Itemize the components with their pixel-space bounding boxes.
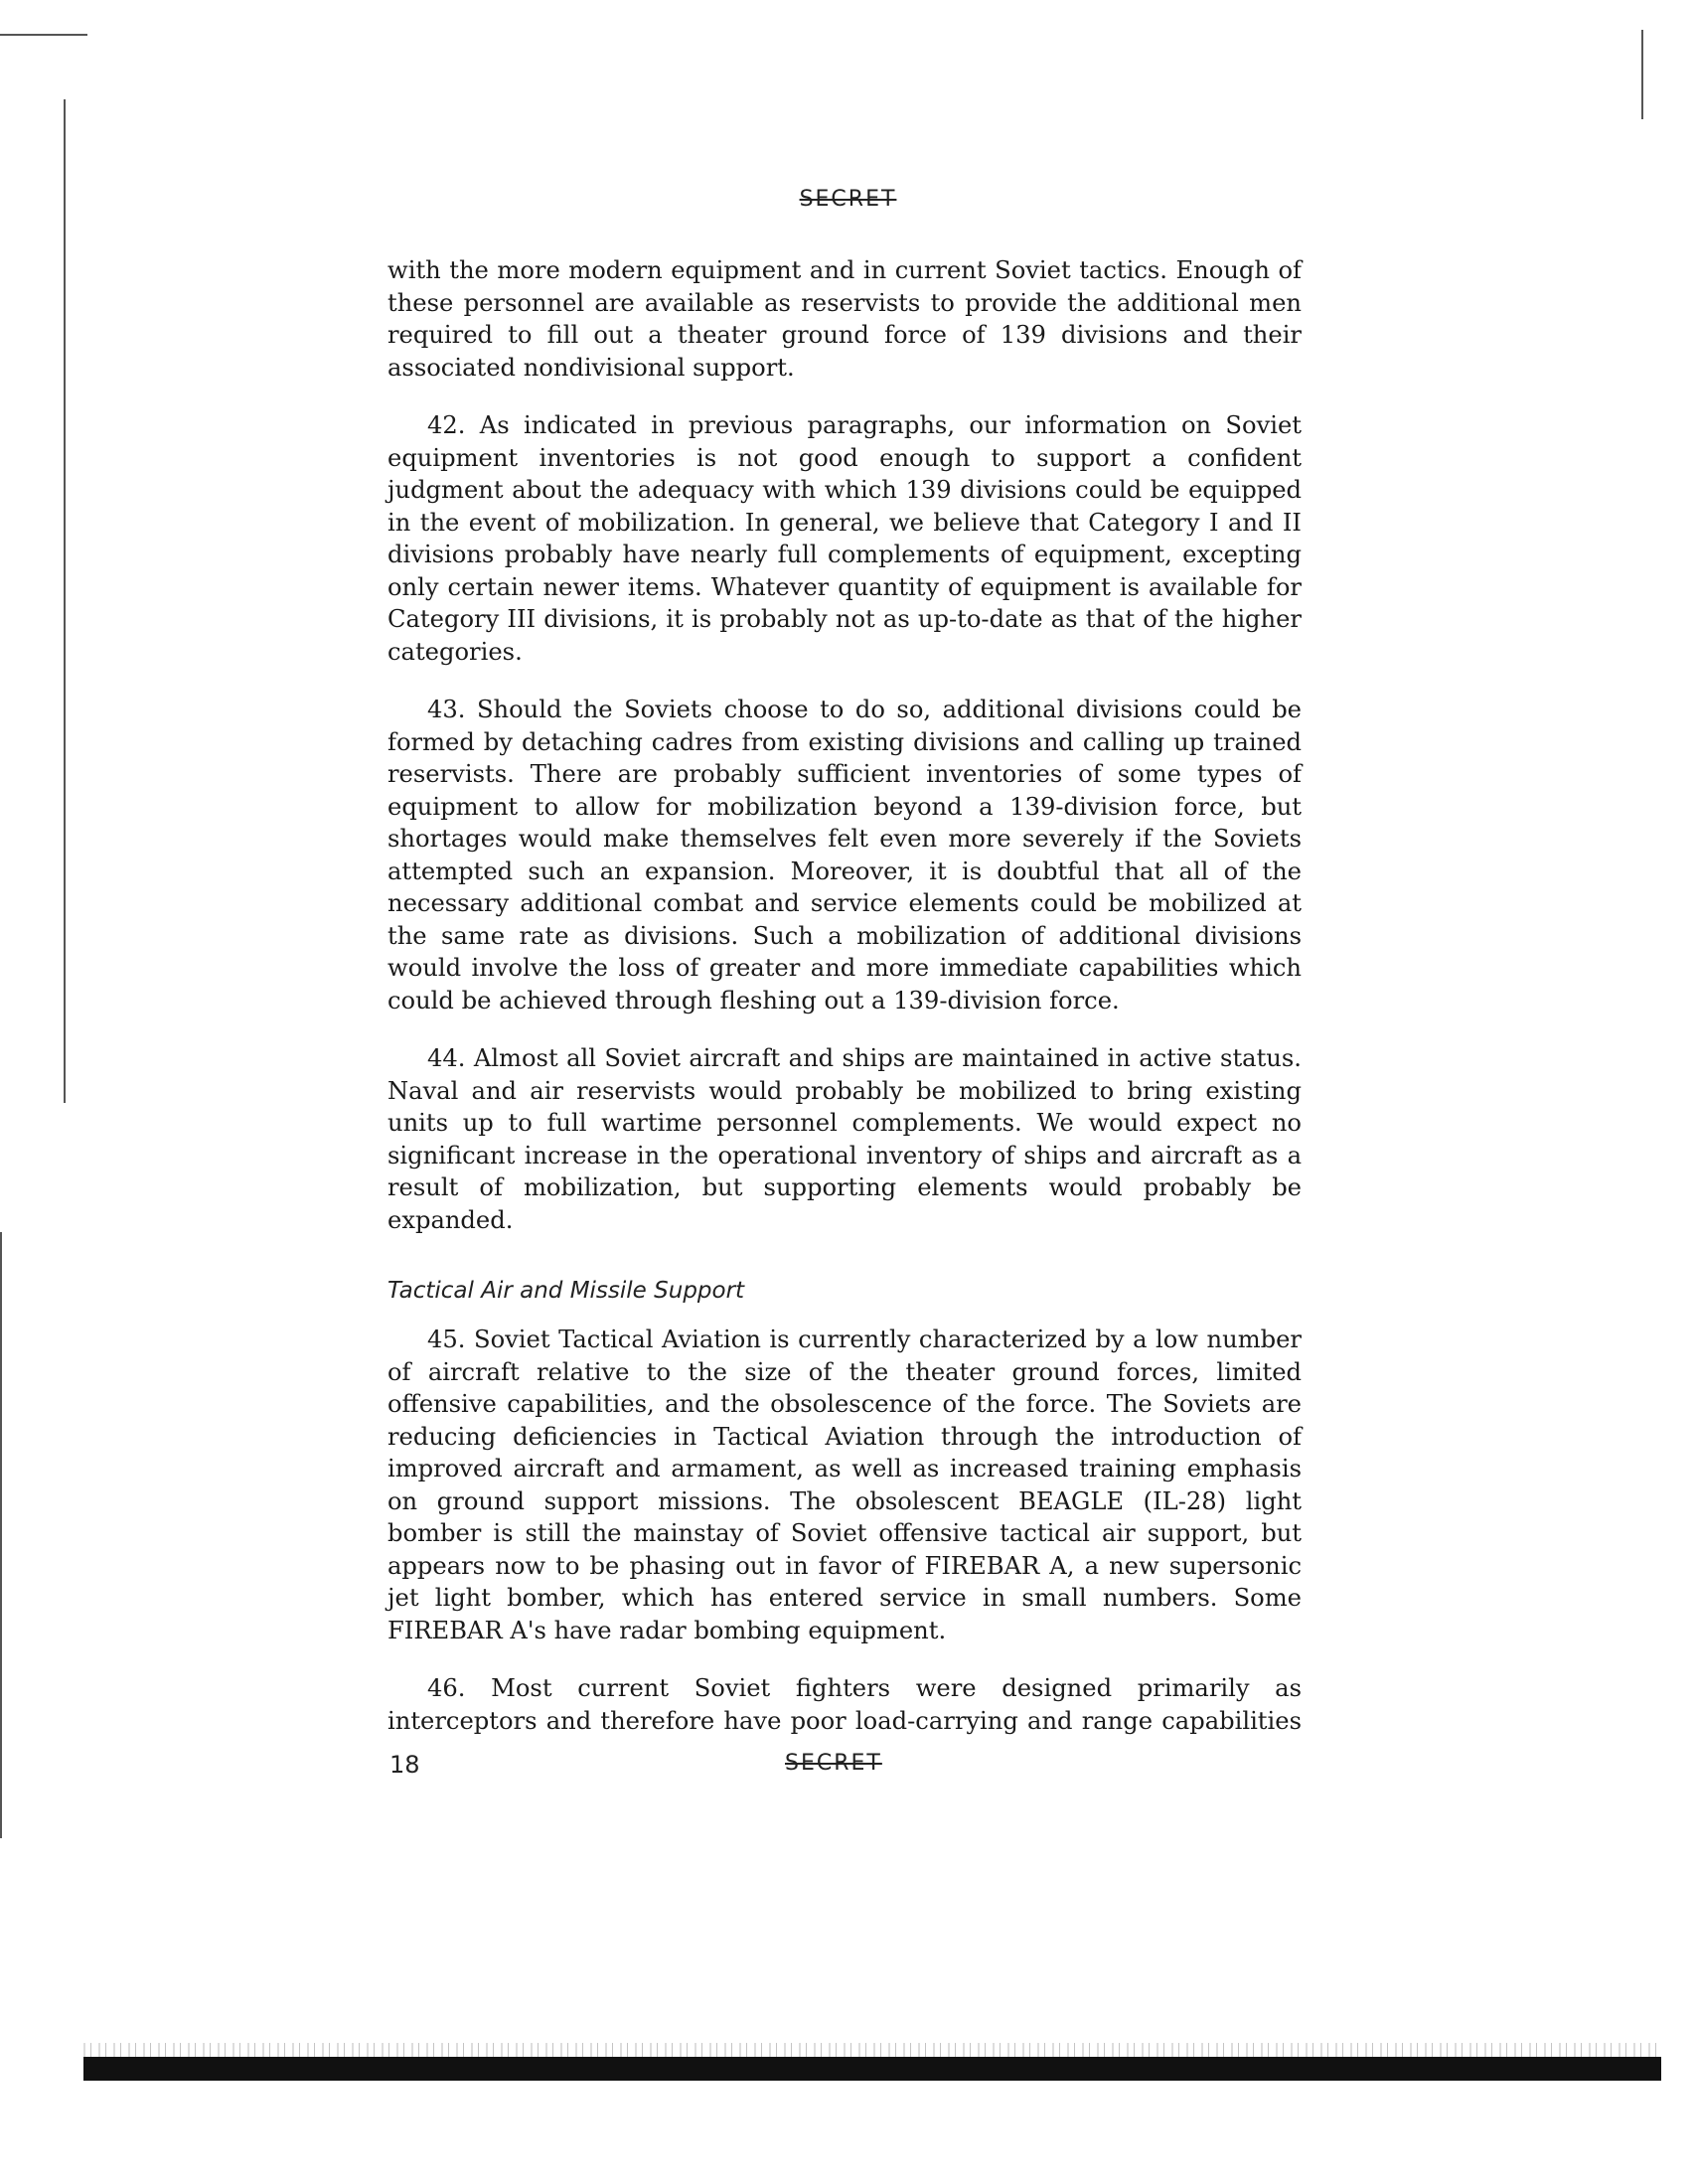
scan-edge-line-left-lower <box>0 1232 2 1838</box>
section-heading: Tactical Air and Missile Support <box>387 1278 745 1304</box>
paragraph-43: 43. Should the Soviets choose to do so, additional divisions could be formed by detaching cadres from existing divisions and calling up trained reservists. There are probably sufficient inventories of some types of equipment to allow for mobilization beyond a 139-division force, but shortages would make themselves felt even more severely if the Soviets attempted such an expansion. Moreover, it is doubtful that all of the necessary additional combat and service elements could be mobilized at the same rate as divisions. Such a mobilization of additional divisions would involve the loss of greater and more immediate capabilities which could be achieved through fleshing out a 139-division force. <box>387 696 1302 1014</box>
paragraph-44: 44. Almost all Soviet aircraft and ships are maintained in active status. Naval and air reservists would probably be mobilized to bring existing units up to full wartime personnel complements. We would expect no significant increase in the operational inventory of ships and aircraft as a result of mobilization, but supporting elements would probably be expanded. <box>387 1044 1302 1234</box>
header-classification: SECRET <box>799 187 897 212</box>
scan-bottom-bar <box>83 2057 1661 2081</box>
scan-edge-line-left <box>64 99 66 1103</box>
page-number: 18 <box>389 1751 420 1779</box>
paragraph-continuation: with the more modern equipment and in current Soviet tactics. Enough of these personnel are available as reservists to provide the additional men required to fill out a theater ground force of 139 divisions and their associated nondivisional support. <box>387 256 1302 382</box>
paragraph-45: 45. Soviet Tactical Aviation is currently characterized by a low number of aircraft relative to the size of the theater ground forces, limited offensive capabilities, and the obsolescence of the force. The Soviets are reducing deficiencies in Tactical Aviation through the introduction of improved aircraft and armament, as well as increased training emphasis on ground support missions. The obsolescent BEAGLE (IL-28) light bomber is still the mainstay of Soviet offensive tactical air support, but appears now to be phasing out in favor of FIREBAR A, a new supersonic jet light bomber, which has entered service in small numbers. Some FIREBAR A's have radar bombing equipment. <box>387 1326 1302 1644</box>
paragraph-42: 42. As indicated in previous paragraphs, our information on Soviet equipment inventories is not good enough to support a confident judgment about the adequacy with which 139 divisions could be equipped in the event of mobilization. In general, we believe that Category I and II divisions probably have nearly full complements of equipment, excepting only certain newer items. Whatever quantity of equipment is available for Category III divisions, it is probably not as up-to-date as that of the higher categories. <box>387 411 1302 666</box>
paragraph-46: 46. Most current Soviet fighters were designed primarily as interceptors and therefore have poor load-carrying and range capabilities <box>387 1674 1302 1735</box>
scan-noise-strip <box>83 2043 1661 2057</box>
scan-edge-line-top <box>0 34 87 36</box>
footer-classification: SECRET <box>785 1751 882 1776</box>
document-body <box>387 254 1302 1763</box>
scan-edge-line-right <box>1641 30 1643 119</box>
